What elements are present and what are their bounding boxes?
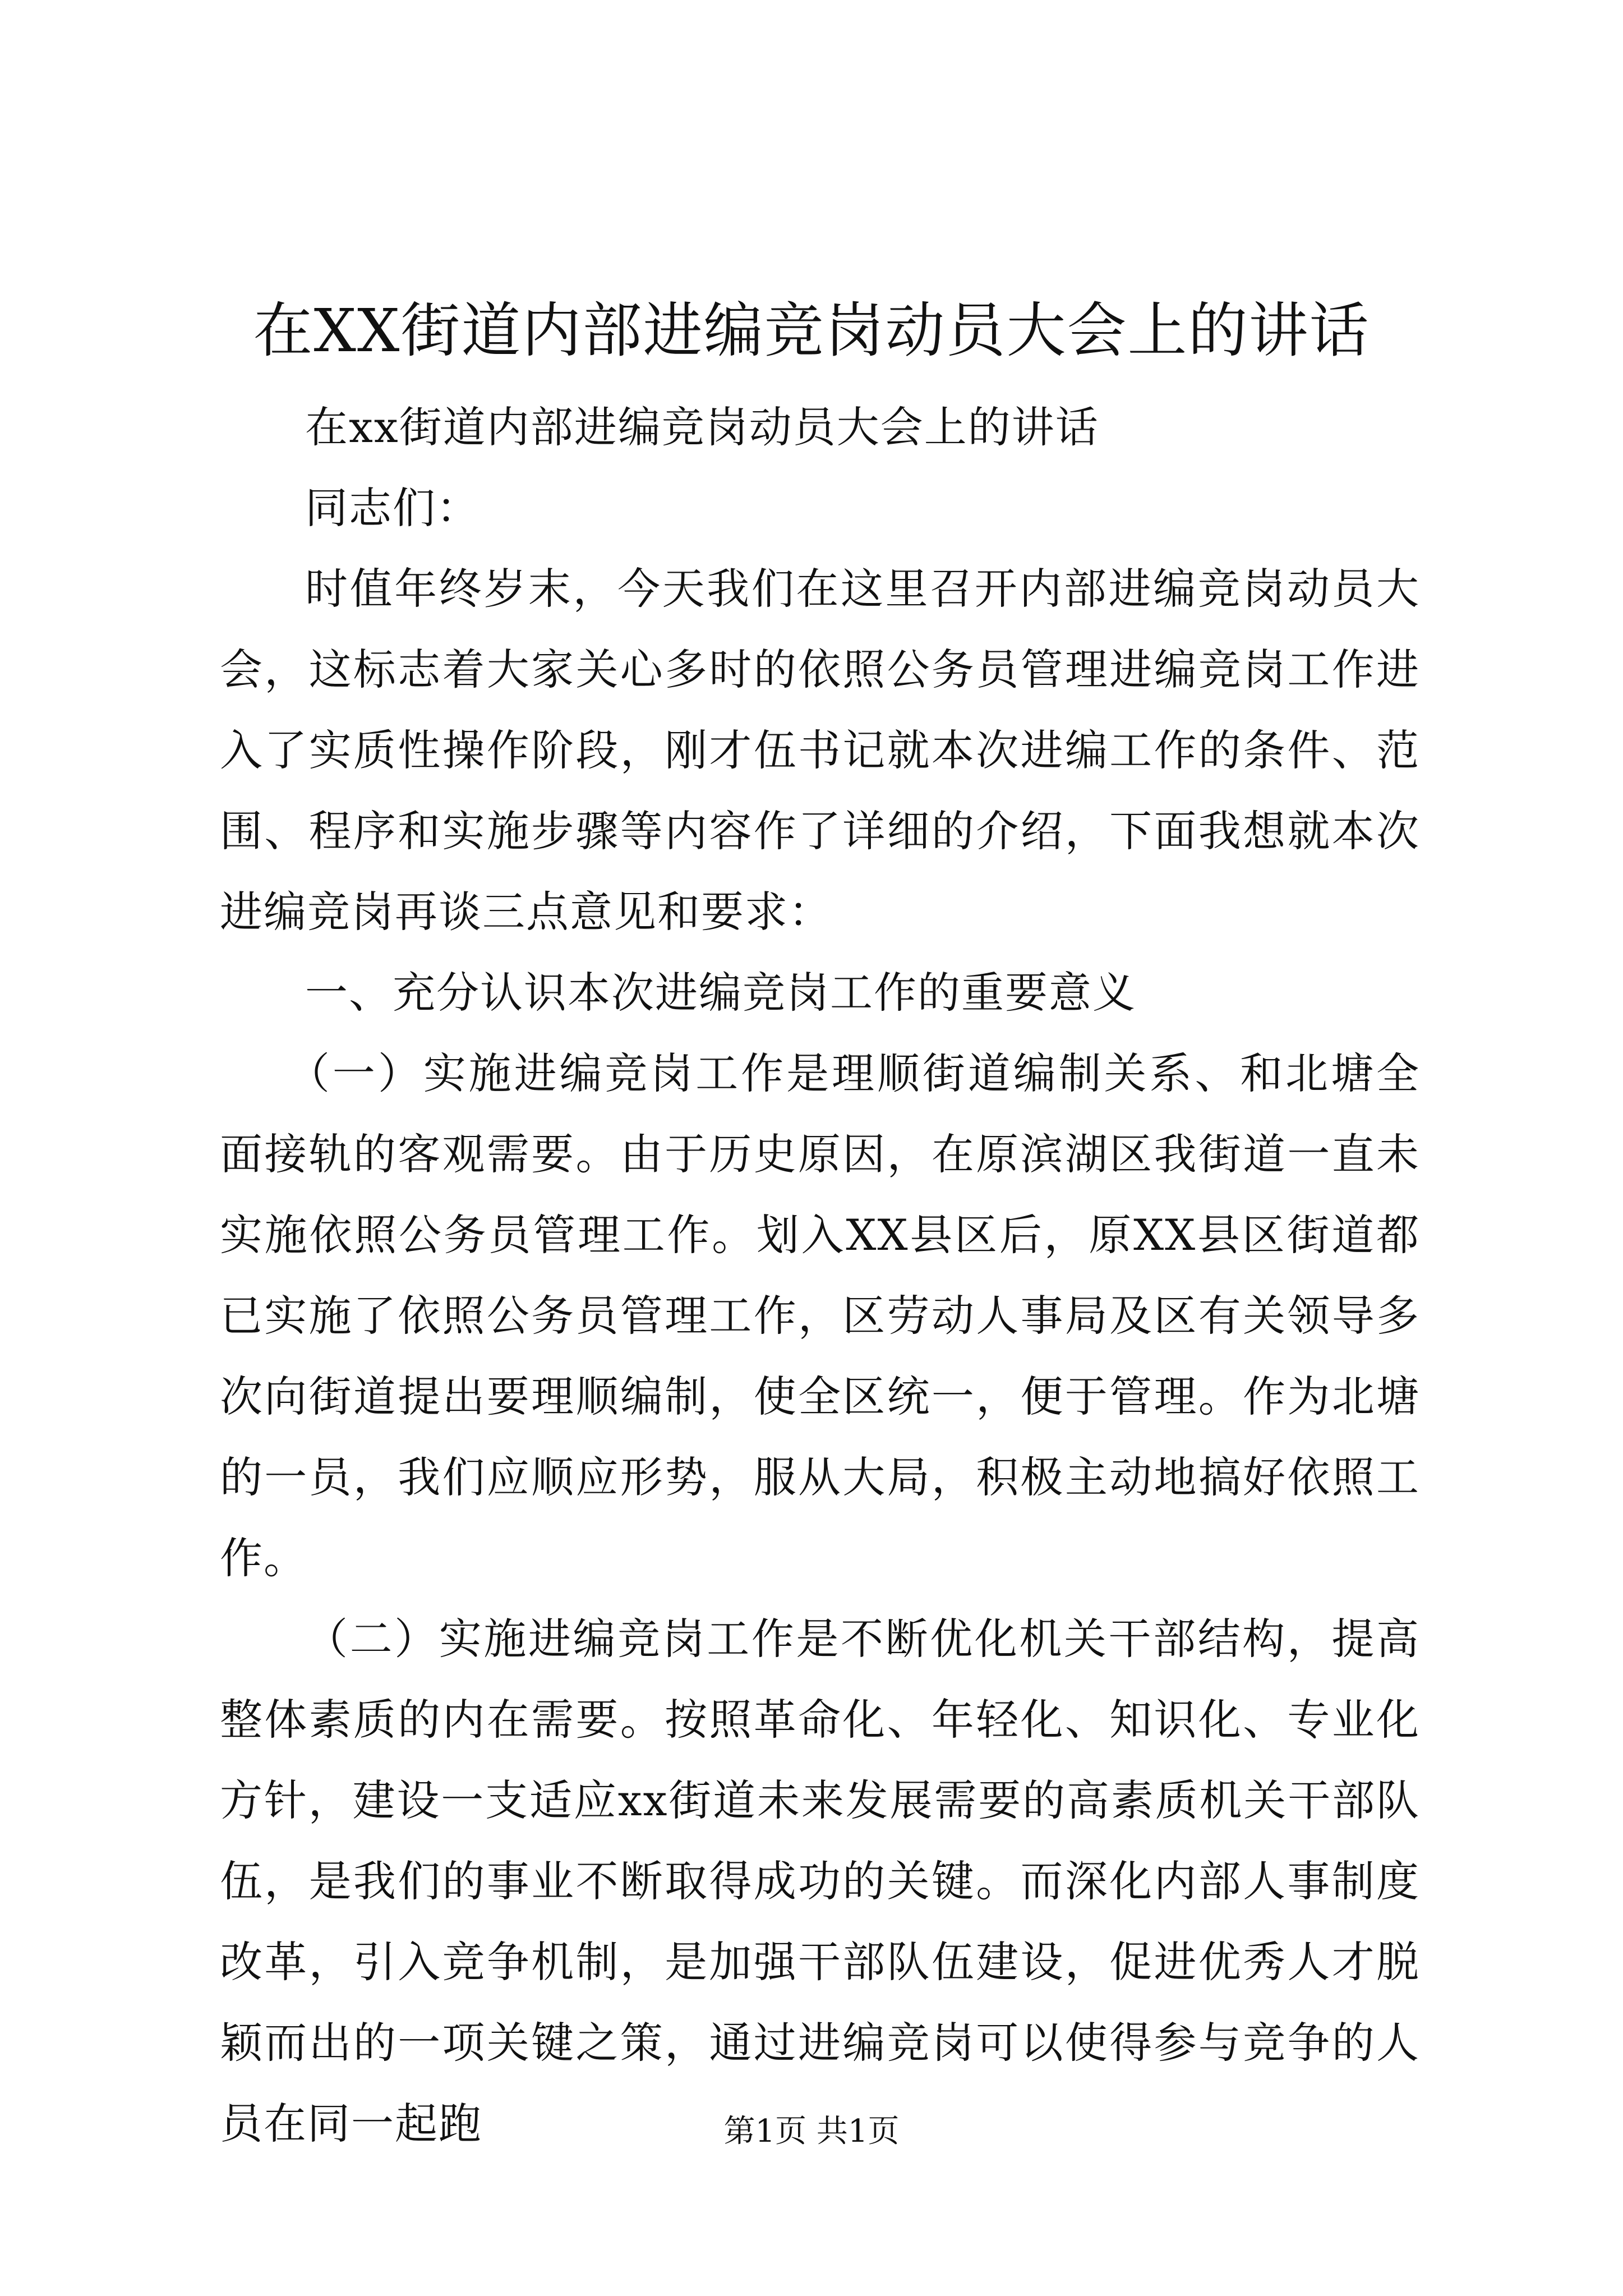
body-paragraph: （一）实施进编竞岗工作是理顺街道编制关系、和北塘全面接轨的客观需要。由于历史原因，在原滨湖区我街道一直未实施依照公务员管理工作。划入XX县区后，原XX县区街道都已实施了依照公务员管理工作，区劳动人事局及区有关领导多次向街道提出要理顺编制，使全区统一，便于管理。作为北塘的一员，我们应顺应形势，服从大局，积极主动地搞好依照工作。 — [220, 1048, 1420, 1583]
body-paragraph: （二）实施进编竞岗工作是不断优化机关干部结构，提高整体素质的内在需要。按照革命化、年轻化、知识化、专业化方针，建设一支适应xx街道未来发展需要的高素质机关干部队伍，是我们的事业不断取得成功的关键。而深化内部人事制度改革，引入竞争机制，是加强干部队伍建设，促进优秀人才脱颖而出的一项关键之策，通过进编竞岗可以使得参与竞争的人员在同一起跑 — [220, 1614, 1420, 2148]
document-title: 在XX街道内部进编竞岗动员大会上的讲话 — [253, 296, 1370, 365]
subtitle-paragraph: 在xx街道内部进编竞岗动员大会上的讲话 — [305, 402, 1099, 452]
section-heading: 一、充分认识本次进编竞岗工作的重要意义 — [305, 968, 1136, 1018]
body-paragraph: 时值年终岁末，今天我们在这里召开内部进编竞岗动员大会，这标志着大家关心多时的依照公务员管理进编竞岗工作进入了实质性操作阶段，刚才伍书记就本次进编工作的条件、范围、程序和实施步骤等内容作了详细的介绍，下面我想就本次进编竞岗再谈三点意见和要求： — [220, 564, 1420, 937]
document-body — [220, 387, 1420, 2164]
page-number-footer: 第1页 共1页 — [723, 2113, 900, 2150]
salutation-paragraph: 同志们： — [305, 483, 480, 533]
